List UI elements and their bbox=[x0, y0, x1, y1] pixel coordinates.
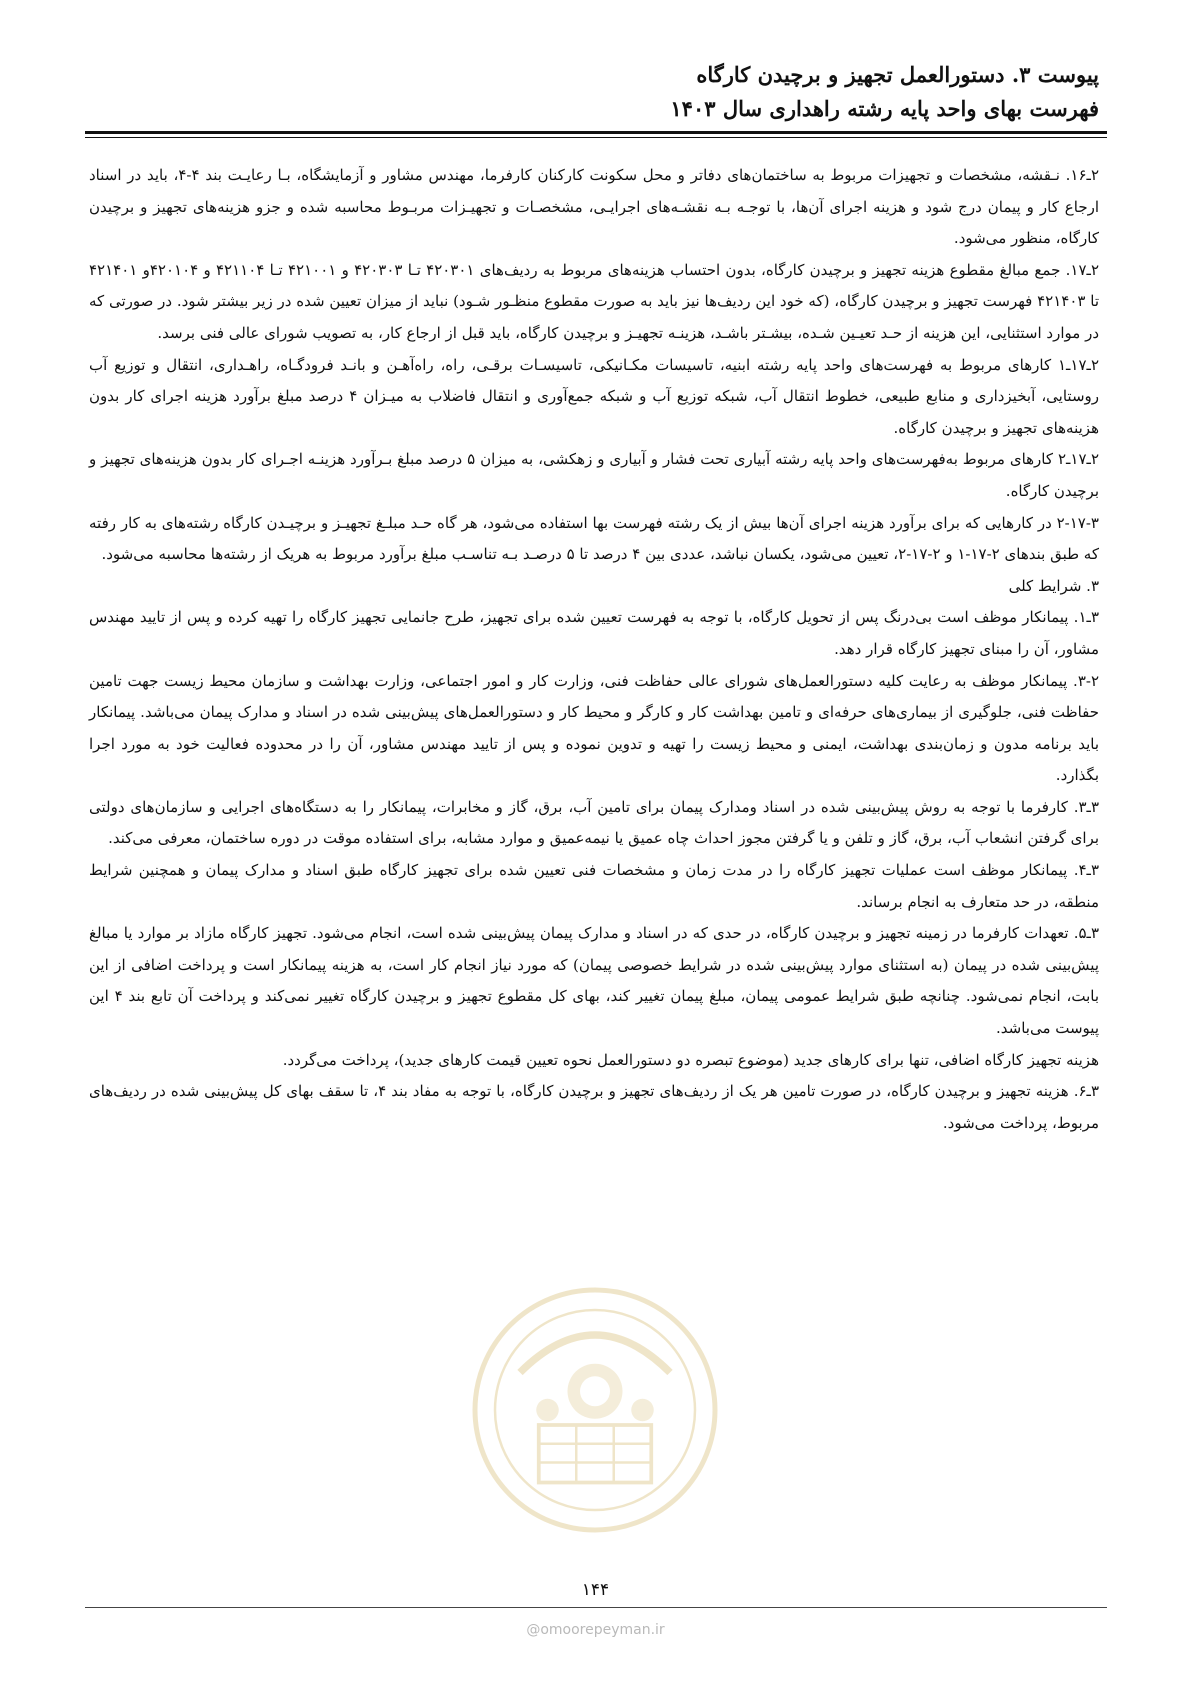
footer-website: @omoorepeyman.ir bbox=[526, 1622, 665, 1638]
header-divider-thick bbox=[85, 131, 1107, 134]
paragraph-3-4: ۳ـ۴. پیمانکار موظف است عملیات تجهیز کارگاه را در مدت زمان و مشخصات فنی تعیین شده برای تجهیز کارگاه طبق اسناد و مدارک پیمان و همچنین شرایط منطقه، در حد متعارف به انجام برساند. bbox=[89, 861, 1099, 911]
paragraph-3-5-note: هزینه تجهیز کارگاه اضافی، تنها برای کارهای جدید (موضوع تبصره دو دستورالعمل نحوه تعیین قیمت کارهای جدید)، پرداخت می‌گردد. bbox=[282, 1050, 1099, 1069]
paragraph-3-6: ۳ـ۶. هزینه تجهیز و برچیدن کارگاه، در صورت تامین هر یک از ردیف‌های تجهیز و برچیدن کارگاه، با توجه به مفاد بند ۴، تا سقف بهای کل پیش‌بینی شده در ردیف‌های مربوط، پرداخت می‌شود. bbox=[89, 1082, 1099, 1132]
page-header bbox=[89, 58, 1099, 126]
header-divider-thin bbox=[85, 137, 1107, 138]
omoorepeyman-seal-logo-icon bbox=[470, 1285, 720, 1535]
header-title: پیوست ۳. دستورالعمل تجهیز و برچیدن کارگاه bbox=[696, 62, 1099, 87]
paragraph-2-17-2: ۲ـ۱۷ـ۲ کارهای مربوط به‌فهرست‌های واحد پایه رشته آبیاری تحت فشار و آبیاری و زهکشی، به میزان ۵ درصد مبلغ بـرآورد هزینـه اجـرای کار بدون هزینه‌های تجهیز و برچیدن کارگاه. bbox=[89, 450, 1099, 500]
paragraph-3-2: ۳-۲. پیمانکار موظف به رعایت کلیه دستورالعمل‌های شورای عالی حفاظت فنی، وزارت کار و امور اجتماعی، وزارت بهداشت و سازمان محیط زیست جهت تامین حفاظت فنی، جلوگیری از بیماری‌های حرفه‌ای و تامین بهداشت کار و کارگر و محیط کار و دستورالعمل‌های پیش‌بینی شده در اسناد و مدارک پیمان می‌باشد. پیمانکار باید برنامه مدون و زمان‌بندی بهداشت، ایمنی و محیط زیست را تهیه و تدوین نموده و پس از تایید مهندس مشاور، آن را در محدوده فعالیت خود به مورد اجرا بگذارد. bbox=[89, 671, 1099, 785]
paragraph-2-17-3: ۲-۱۷-۳ در کارهایی که برای برآورد هزینه اجرای آن‌ها بیش از یک رشته فهرست بها استفاده می‌شود، هر گاه حـد مبلـغ تجهیـز و برچیـدن کارگاه رشته‌های به کار رفته که طبق بندهای ۲-۱۷-۱ و ۲-۱۷-۲، تعیین می‌شود، یکسان نباشد، عددی بین ۴ درصد تا ۵ درصـد بـه تناسـب مبلغ برآورد مربوط به هریک از رشته‌ها محاسبه می‌شود. bbox=[89, 513, 1099, 564]
paragraph-3-1: ۳ـ۱. پیمانکار موظف است بی‌درنگ پس از تحویل کارگاه، با توجه به فهرست تعیین شده برای تجهیز، طرح جانمایی تجهیز کارگاه را تهیه کرده و پس از تایید مهندس مشاور، آن را مبنای تجهیز کارگاه قرار دهد. bbox=[89, 608, 1099, 658]
footer-divider bbox=[85, 1607, 1107, 1608]
paragraph-2-17-1: ۲ـ۱۷ـ۱ کارهای مربوط به فهرست‌های واحد پایه رشته ابنیه، تاسیسات مکـانیکی، تاسیسـات برقـی، راه، راه‌آهـن و بانـد فرودگـاه، راهـداری، انتقال و توزیع آب روستایی، آبخیزداری و منابع طبیعی، خطوط انتقال آب، شبکه توزیع آب و شبکه جمع‌آوری و انتقال فاضلاب به میـزان ۴ درصد مبلغ برآورد هزینه اجرای کار بدون هزینه‌های تجهیز و برچیدن کارگاه. bbox=[89, 355, 1099, 437]
page-number: ۱۴۴ bbox=[581, 1580, 610, 1600]
paragraph-2-17: ۲ـ۱۷. جمع مبالغ مقطوع هزینه تجهیز و برچیدن کارگاه، بدون احتساب هزینه‌های مربوط به ردیف‌های ۴۲۰۳۰۱ تـا ۴۲۰۳۰۳ و ۴۲۱۰۰۱ تـا ۴۲۱۱۰۴ و ۴۲۰۱۰۴و ۴۲۱۴۰۱ تا ۴۲۱۴۰۳ فهرست تجهیز و برچیدن کارگاه، (که خود این ردیف‌ها نیز باید به صورت مقطوع منظـور شـود) نباید از میزان تعیین شده در زیر بیشتر شود. در صورتی که در موارد استثنایی، این هزینه از حـد تعیـین شـده، بیشـتر باشـد، هزینـه تجهیـز و برچیدن کارگاه، باید قبل از ارجاع کار، به تصویب شورای عالی فنی برسد. bbox=[89, 260, 1099, 342]
section-heading-3: ۳. شرایط کلی bbox=[1008, 576, 1099, 595]
document-body bbox=[89, 160, 1099, 1139]
paragraph-2-16: ۲ـ۱۶. نـقشه، مشخصات و تجهیزات مربوط به ساختمان‌های دفاتر و محل سکونت کارکنان کارفرما، مهندس مشاور و آزمایشگاه، بـا رعایـت بند ۴-۴، باید در اسناد ارجاع کار و پیمان درج شود و هزینه اجرای آن‌ها، با توجـه بـه نقشـه‌های اجرایـی، مشخصـات و تجهیـزات مربـوط محاسبه شده و جزو هزینه‌های تجهیز و برچیدن کارگاه، منظور می‌شود. bbox=[89, 166, 1100, 248]
paragraph-3-5: ۳ـ۵. تعهدات کارفرما در زمینه تجهیز و برچیدن کارگاه، در حدی که در اسناد و مدارک پیمان پیش‌بینی شده است، انجام می‌شود. تجهیز کارگاه مازاد بر موارد یا مبالغ پیش‌بینی شده در پیمان (به استثنای موارد پیش‌بینی شده در شرایط خصوصی پیمان) که مورد نیاز انجام کار است، به هزینه پیمانکار است و پرداخت اضافی از این بابت، انجام نمی‌شود. چنانچه طبق شرایط عمومی پیمان، مبلغ پیمان تغییر کند، بهای کل مقطوع تجهیز و برچیدن کارگاه تغییر نمی‌کند و پرداخت آن تابع بند ۴ این پیوست می‌باشد. bbox=[89, 924, 1099, 1038]
header-subtitle: فهرست بهای واحد پایه رشته راهداری سال ۱۴۰۳ bbox=[670, 96, 1099, 121]
paragraph-3-3: ۳ـ۳. کارفرما با توجه به روش پیش‌بینی شده در اسناد ومدارک پیمان برای تامین آب، برق، گاز و مخابرات، پیمانکار را به دستگاه‌های اجرایی و سازمان‌های دولتی برای گرفتن انشعاب آب، برق، گاز و تلفن و یا گرفتن مجوز احداث چاه عمیق یا نیمه‌عمیق و موارد مشابه، برای استفاده موقت در دوره ساختمان، معرفی می‌کند. bbox=[89, 797, 1099, 848]
